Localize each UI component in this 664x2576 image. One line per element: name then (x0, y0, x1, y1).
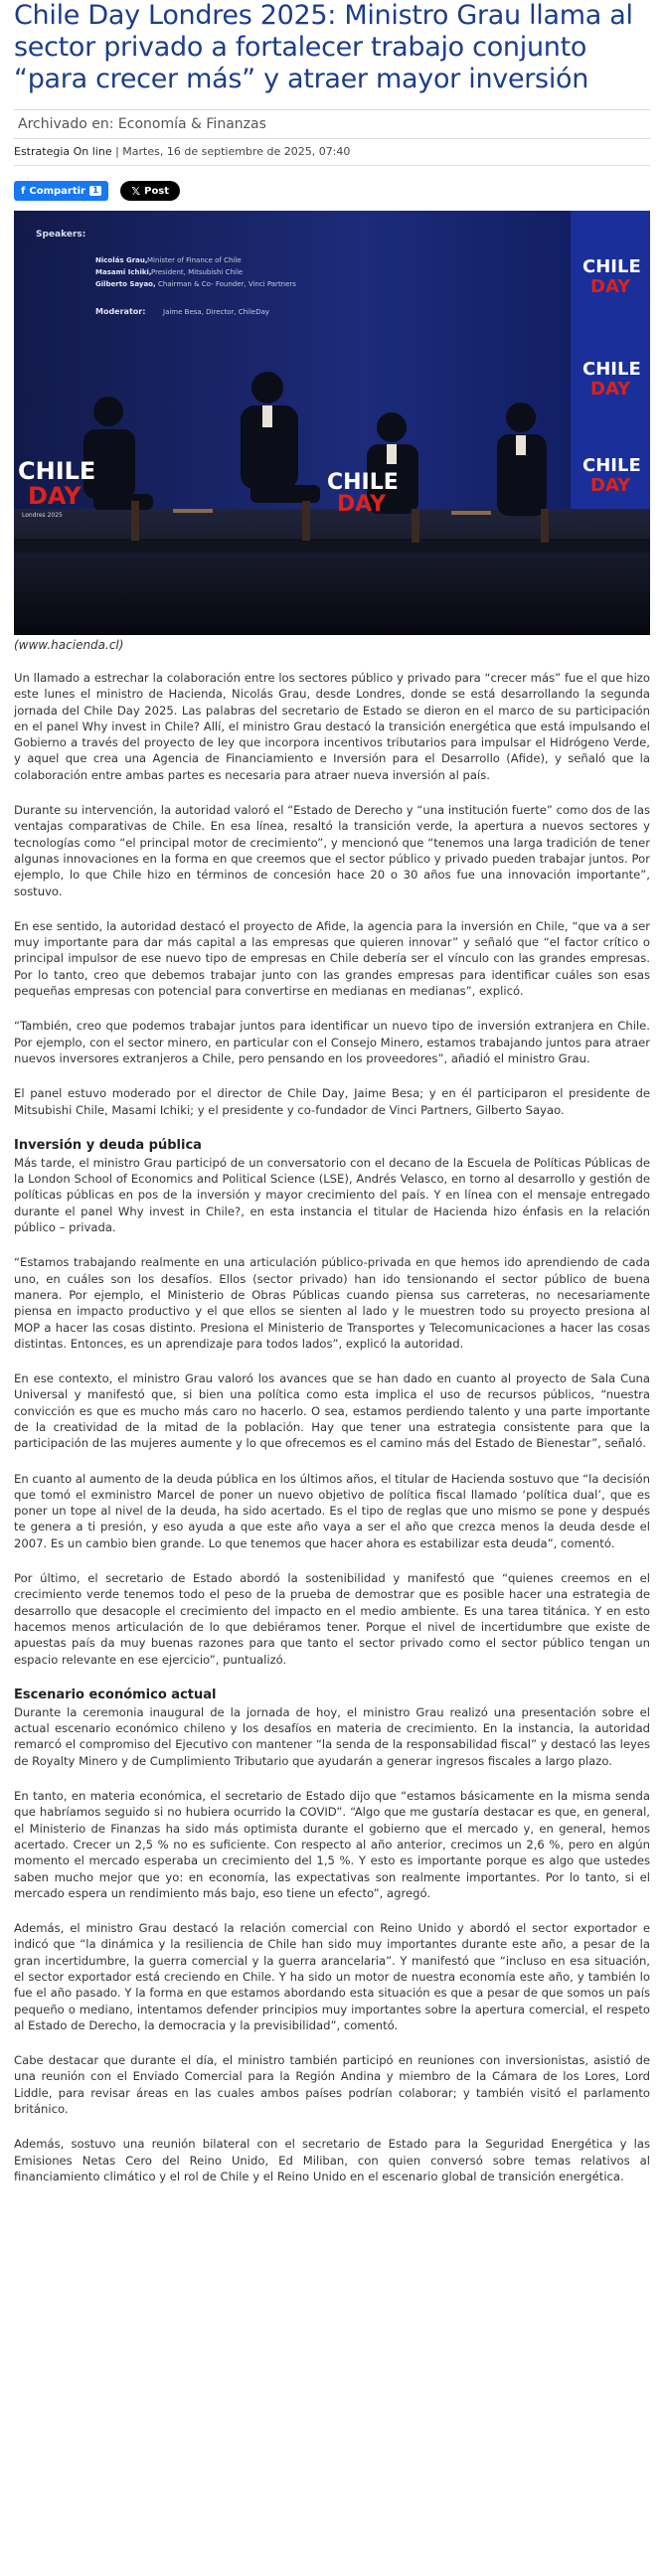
speaker3-name: Gilberto Sayao, (95, 280, 156, 288)
archived-in (14, 109, 650, 139)
paragraph: Durante su intervención, la autoridad valoró el “Estado de Derecho y “una institución fuerte” como dos de las ventajas comparativas de Chile. En esa línea, resaltó la transición verde, la apertura a nuevos sectores y tecnologías como “el principal motor de crecimiento”, y mencionó que “tenemos una larga tradición de tener algunas innovaciones en la forma en que creemos que el sector público y privado pueden trabajar juntos. Por ejemplo, lo que Chile hizo en términos de concesión hace 20 o 30 años fue una innovación importante”, sostuvo. (14, 803, 650, 898)
svg-text:DAY: DAY (28, 482, 82, 510)
paragraph: Además, sostuvo una reunión bilateral con el secretario de Estado para la Seguridad Energética y las Emisiones Netas Cero del Reino Unido, Ed Miliban, con quien conversó sobre temas relativos al financiamiento climático y el rol de Chile y el Reino Unido en el escenario global de transición energética. (14, 2137, 650, 2183)
paragraph: En tanto, en materia económica, el secretario de Estado dijo que “estamos básicamente en la misma senda que habríamos seguido si no hubiera ocurrido la COVID”. “Algo que me gustaría destacar es que, en general, el Ministerio de Finanzas ha sido más optimista durante el gobierno que el mercado y, en general, hemos acertado. Crecer un 2,5 % no es suficiente. Con respecto al año anterior, crecimos un 2,6 %, pero en algún momento el mercado esperaba un crecimiento del 1,5 %. Y esto es importante porque es algo que ustedes saben mucho mejor que yo: en economía, las expectativas son realmente importantes. Por lo tanto, si el mercado espera un rendimiento más bajo, eso tiene un efecto”, agregó. (14, 1789, 650, 1900)
paragraph: En cuanto al aumento de la deuda pública en los últimos años, el titular de Hacienda sostuvo que “la decisión que tomó el exministro Marcel de poner un nuevo objetivo de política fiscal llamado ‘política dual’, que es poner un tope al nivel de la deuda, ha sido acertado. Es el tipo de reglas que uno mismo se pone y después te genera a ti presión, y eso ayuda a que este año vaya a ser el año que crezca menos la deuda desde el 2007. Es un cambio bien grande. Lo que tenemos que hacer ahora es estabilizar esta deuda”, comentó. (14, 1471, 650, 1550)
article-meta (14, 139, 650, 166)
x-icon: 𝕏 (131, 184, 141, 198)
article-photo (14, 211, 650, 635)
speaker1-role: Minister of Finance of Chile (147, 256, 242, 264)
section-heading-economic-scenario: Escenario económico actual (14, 1687, 217, 1702)
article-body (14, 670, 650, 2184)
svg-text:CHILE: CHILE (582, 455, 641, 476)
section-heading-investment: Inversión y deuda pública (14, 1137, 202, 1153)
speakers-title: Speakers: (36, 230, 86, 240)
svg-text:CHILE: CHILE (18, 457, 96, 485)
photo-caption: (www.hacienda.cl) (14, 638, 124, 652)
speaker3-role: Chairman & Co- Founder, Vinci Partners (158, 280, 296, 288)
paragraph: “Estamos trabajando realmente en una articulación público-privada en que hemos ido aprendiendo de cada uno, en cuáles son los desafíos. Ellos (sector privado) han ido tensionando el sector público de buena manera. Por ejemplo, el Ministerio de Obras Públicas cuando piensa sus carreteras, no necesariamente piensa en impacto productivo y el que ellos se sienten al lado y le muestren todo su proyecto presiona al MOP a hacer las cosas distinto. Presiona el Ministerio de Transportes y Telecomunicaciones a hacer las cosas distintas. Entonces, es un aprendizaje para todos lados”, explicó la autoridad. (14, 1255, 650, 1351)
facebook-share-count: 1 (89, 186, 101, 196)
svg-text:CHILE: CHILE (582, 359, 641, 380)
facebook-icon: f (21, 185, 26, 197)
speaker2-name: Masami Ichiki, (95, 268, 152, 276)
paragraph: Por último, el secretario de Estado abordó la sostenibilidad y manifestó que “quienes creemos en el crecimiento verde tenemos todo el peso de la prueba de demostrar que es posible hacer una estrategia de desarrollo que desacople el crecimiento del impacto en el medio ambiente. Es una tarea titánica. Y en esto hacemos menos articulación de lo que debiéramos tener. Porque el nivel de incertidumbre que existe de apuestas país da muy buenas razones para que tanto el sector privado como el sector público tengan un espacio relevante en ese ejercicio”, puntualizó. (14, 1571, 650, 1667)
paragraph: En ese contexto, el ministro Grau valoró los avances que se han dado en cuanto al proyecto de Sala Cuna Universal y manifestó que, si bien una política como esta implica el uso de recursos públicos, “nuestra convicción es que es mucho más caro no hacerlo. O sea, estamos perdiendo talento y una parte importante de la creatividad de la mitad de la población. Hay que tener una estrategia consistente para que la participación de las mujeres aumente y lo que ofrecemos es el camino más del Estado de Bienestar”, señaló. (14, 1371, 650, 1451)
facebook-share-button[interactable] (14, 181, 108, 201)
paragraph: Durante la ceremonia inaugural de la jornada de hoy, el ministro Grau realizó una presentación sobre el actual escenario económico chileno y los desafíos en materia de crecimiento. En la instancia, la autoridad remarcó el compromiso del Ejecutivo con mantener “la senda de la responsabilidad fiscal” y destacó las leyes de Royalty Minero y de Cumplimiento Tributario que ayudarán a generar ingresos fiscales a largo plazo. (14, 1704, 650, 1768)
panel-photo-illustration (14, 211, 650, 635)
svg-text:DAY: DAY (590, 475, 631, 496)
x-post-label: Post (144, 185, 170, 197)
speaker1-name: Nicolás Grau, (95, 256, 148, 264)
article-date: Martes, 16 de septiembre de 2025, 07:40 (122, 145, 351, 158)
article-title: Chile Day Londres 2025: Ministro Grau llama al sector privado a fortalecer trabajo conjunto “para crecer más” y atraer mayor inversión (14, 0, 633, 94)
svg-text:DAY: DAY (590, 276, 631, 297)
x-post-button[interactable] (120, 181, 180, 201)
svg-text:CHILE: CHILE (582, 256, 641, 277)
article-source: Estrategia On line (14, 145, 112, 158)
archived-label: Archivado en: (18, 116, 114, 132)
svg-text:DAY: DAY (590, 379, 631, 400)
paragraph: Más tarde, el ministro Grau participó de un conversatorio con el decano de la Escuela de Políticas Públicas de la London School of Economics and Political Science (LSE), Andrés Velasco, en torno al desarrollo y gestión de políticas públicas en pos de la inversión y mayor crecimiento del país. Y en línea con el mensaje entregado durante el panel Why invest in Chile?, en esta instancia el titular de Hacienda hizo énfasis en la relación público – privada. (14, 1155, 650, 1235)
moderator-text: Jaime Besa, Director, ChileDay (163, 308, 270, 316)
paragraph: Cabe destacar que durante el día, el ministro también participó en reuniones con inversionistas, asistió de una reunión con el Enviado Comercial para la Región Andina y miembro de la Cámara de los Lores, Lord Liddle, para revisar áreas en las cuales ambos países podrían colaborar; y también visitó el parlamento británico. (14, 2053, 650, 2117)
paragraph: El panel estuvo moderado por el director de Chile Day, Jaime Besa; y en él participaron el presidente de Mitsubishi Chile, Masami Ichiki; y el presidente y co-fundador de Vinci Partners, Gilberto Sayao. (14, 1086, 650, 1117)
category-link[interactable]: Economía & Finanzas (117, 116, 266, 132)
speaker2-role: President, Mitsubishi Chile (151, 268, 244, 276)
paragraph: En ese sentido, la autoridad destacó el proyecto de Afide, la agencia para la inversión en Chile, “que va a ser muy importante para dar más capital a las empresas que quieren innovar” y señaló que “el factor crítico o principal impulsor de ese nuevo tipo de empresas en Chile debería ser el vínculo con las grandes empresas. Por lo tanto, creo que debemos trabajar junto con las grandes empresas para identificar cuáles son esas pequeñas empresas con potencial para convertirse en medianas en medianas”, explicó. (14, 918, 650, 999)
svg-text:Londres 2025: Londres 2025 (22, 512, 63, 519)
svg-text:DAY: DAY (337, 492, 387, 517)
paragraph: Un llamado a estrechar la colaboración entre los sectores público y privado para “crecer más” fue el que hizo este lunes el ministro de Hacienda, Nicolás Grau, desde Londres, donde se está desarrollando la segunda jornada del Chile Day 2025. Las palabras del secretario de Estado se dieron en el marco de su participación en el panel Why invest in Chile? Allí, el ministro Grau destacó la transición energética que está impulsando el Gobierno a través del proyecto de ley que incorpora incentivos tributarios para impulsar el Hidrógeno Verde, y aquel que crea una Agencia de Financiamiento e Inversión para el Desarrollo (Afide), y señaló que la colaboración entre ambas partes es necesaria para atraer nueva inversión al país. (14, 671, 650, 782)
share-buttons (14, 181, 650, 201)
svg-text:CHILE: CHILE (327, 470, 399, 495)
moderator-label: Moderator: (95, 307, 146, 316)
facebook-share-label: Compartir (29, 185, 85, 197)
meta-separator: | (115, 145, 123, 158)
paragraph: Además, el ministro Grau destacó la relación comercial con Reino Unido y abordó el sector exportador e indicó que “la dinámica y la resiliencia de Chile han sido muy importantes durante este año, a pesar de la gran incertidumbre, la guerra comercial y la guerra arancelaria”. Y manifestó que “incluso en esa situación, el sector exportador está creciendo en Chile. Y ha sido un motor de nuestra economía este año, y también lo fue el año pasado. Y la forma en que estamos abordando esta situación es que a pesar de que somos un país pequeño o mediano, intentamos defender principios muy importantes sobre la apertura comercial, el respeto al Estado de Derecho, la democracia y la previsibilidad”, comentó. (14, 1921, 650, 2032)
paragraph: “También, creo que podemos trabajar juntos para identificar un nuevo tipo de inversión extranjera en Chile. Por ejemplo, con el sector minero, en particular con el Consejo Minero, estamos trabajando juntos para atraer nuevos inversores extranjeros a Chile, pero pensando en los proveedores”, añadió el ministro Grau. (14, 1019, 650, 1065)
